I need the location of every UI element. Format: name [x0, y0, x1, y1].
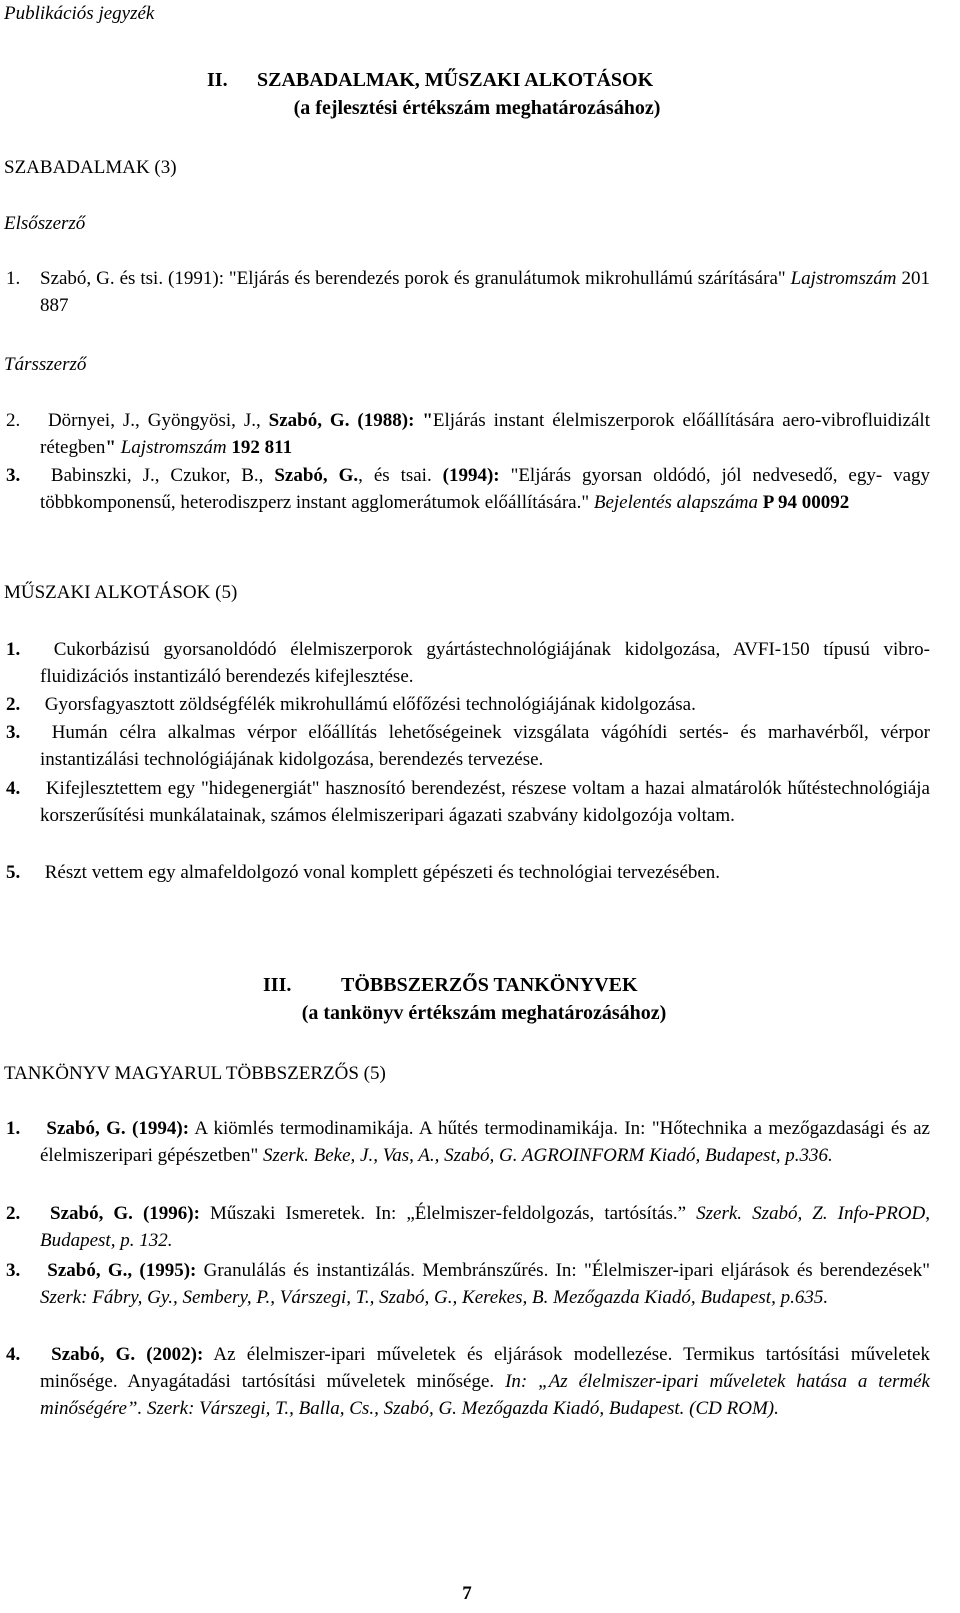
patent-author-highlight: Szabó, G.: [274, 465, 359, 486]
reg-label: Bejelentés alapszáma: [593, 492, 758, 513]
item-number: 2.: [6, 410, 21, 431]
patent-item-2: [6, 407, 930, 461]
patent-author-highlight: Szabó, G.: [268, 410, 350, 431]
quote-close: ": [105, 437, 121, 458]
work-text: Cukorbázisú gyorsanoldódó élelmiszerporok gyártástechnológiájának kidolgozása, AVFI-150 típusú vibro-fluidizációs instantizáló berendezés kifejlesztése.: [40, 639, 930, 687]
work-text: Részt vettem egy almafeldolgozó vonal komplett gépészeti és technológiai tervezésében.: [40, 862, 721, 883]
section-3-number: III.: [263, 974, 292, 996]
patent-item-1: [6, 265, 930, 319]
books-heading-text: TANKÖNYV MAGYARUL TÖBBSZERZŐS (5): [4, 1063, 386, 1084]
patent-title: Eljárás instant élelmiszerporok előállítására aero-vibrofluidizált rétegben: [40, 410, 930, 458]
book-author: Szabó, G.: [40, 1260, 128, 1281]
work-text: Humán célra alkalmas vérpor előállítás lehetőségeinek vizsgálata vágóhídi sertés- és marhavérből, vérpor instantizálási technológiájának kidolgozása, berendezés tervezése.: [40, 722, 930, 770]
item-number: 3.: [6, 1260, 21, 1281]
book-editors: Szerk. Szabó, Z. Info-PROD, Budapest, p. 132.: [40, 1203, 930, 1251]
section-2-number: II.: [207, 69, 228, 91]
running-title: Publikációs jegyzék: [4, 3, 155, 24]
book-year: (1994):: [125, 1118, 190, 1139]
section-3-title-text: TÖBBSZERZŐS TANKÖNYVEK: [341, 974, 638, 996]
patent-title: (1991): "Eljárás és berendezés porok és granulátumok mikrohullámú szárítására": [163, 268, 791, 289]
patent-authors: Dörnyei, J., Gyöngyösi, J.,: [40, 410, 269, 431]
item-number: 2.: [6, 1203, 21, 1224]
patent-item-3: [6, 462, 930, 516]
work-text: Gyorsfagyasztott zöldségfélék mikrohullámú előfőzési technológiájának kidolgozása.: [40, 694, 696, 715]
patent-authors: Babinszki, J., Czukor, B.,: [40, 465, 275, 486]
work-text: Kifejlesztettem egy "hidegenergiát" hasznosító berendezést, részese voltam a hazai almatárolók hűtéstechnológiája korszerűsítési munkálatainak, számos élelmiszeripari ágazati szabvány kidolgozója voltam.: [40, 778, 930, 826]
coauthor-heading: Társszerző: [4, 354, 87, 375]
patent-year: (1994):: [442, 465, 511, 486]
works-heading-text: MŰSZAKI ALKOTÁSOK (5): [4, 582, 238, 603]
work-item-2: [6, 691, 930, 718]
book-author: Szabó, G.: [40, 1203, 133, 1224]
reg-label: Lajstromszám: [790, 268, 897, 289]
book-editors: Szerk. Beke, J., Vas, A., Szabó, G. AGROINFORM Kiadó, Budapest, p.336.: [262, 1145, 833, 1166]
section-3-subtitle: (a tankönyv értékszám meghatározásához): [301, 1002, 667, 1024]
work-item-5: [6, 859, 930, 886]
book-year: (2002):: [135, 1344, 204, 1365]
book-title: A kiömlés termodinamikája. A hűtés termodinamikája. In: "Hőtechnika a mezőgazdasági és az élelmiszeripari gépészetben": [40, 1118, 930, 1166]
patents-heading: [4, 154, 177, 181]
item-number: 3.: [6, 722, 21, 743]
item-number: 3.: [6, 465, 21, 486]
book-editors: Szerk: Fábry, Gy., Sembery, P., Várszegi, T., Szabó, G., Kerekes, B. Mezőgazda Kiadó, Budapest, p.635.: [40, 1287, 829, 1308]
item-number: 1.: [6, 639, 21, 660]
book-item-1: [6, 1115, 930, 1169]
item-number: 2.: [6, 694, 21, 715]
book-year: (1996):: [132, 1203, 200, 1224]
work-item-1: [6, 636, 930, 690]
item-number: 5.: [6, 862, 21, 883]
book-title: Az élelmiszer-ipari műveletek és eljárások modellezése. Termikus tartósítási műveletek minősége. Anyagátadási tartósítási műveletek minősége.: [40, 1344, 930, 1392]
patent-year: (1988): ": [349, 410, 433, 431]
work-item-4: [6, 775, 930, 829]
book-item-3: [6, 1257, 930, 1311]
item-number: 4.: [6, 1344, 21, 1365]
section-2-subtitle: (a fejlesztési értékszám meghatározásához): [293, 97, 661, 119]
patent-authors-tail: , és tsai.: [358, 465, 443, 486]
book-editors: In: „Az élelmiszer-ipari műveletek hatása a termék minőségére”. Szerk: Várszegi, T., Balla, Cs., Szabó, G. Mezőgazda Kiadó, Budapest. (CD ROM).: [40, 1371, 930, 1419]
book-author: Szabó, G.: [40, 1118, 126, 1139]
item-number: 1.: [6, 1118, 21, 1139]
patent-title: "Eljárás gyorsan oldódó, jól nedvesedő, egy- vagy többkomponensű, heterodiszperz instant agglomerátumok előállítására.": [40, 465, 931, 513]
books-heading: [4, 1060, 386, 1087]
reg-label: Lajstromszám: [120, 437, 227, 458]
reg-number: 192 811: [226, 437, 293, 458]
reg-number: P 94 00092: [757, 492, 850, 513]
book-title: Műszaki Ismeretek. In: „Élelmiszer-feldolgozás, tartósítás.”: [199, 1203, 697, 1224]
works-heading: [4, 579, 237, 606]
book-title: Granulálás és instantizálás. Membránszűrés. In: "Élelmiszer-ipari eljárások és berendezések": [196, 1260, 930, 1281]
section-2-title-text: SZABADALMAK, MŰSZAKI ALKOTÁSOK: [257, 69, 654, 91]
page-number: 7: [462, 1583, 472, 1604]
first-author-heading: Elsőszerző: [4, 213, 86, 234]
patent-authors: Szabó, G. és tsi.: [40, 268, 164, 289]
patents-heading-text: SZABADALMAK (3): [4, 157, 177, 178]
item-number: 4.: [6, 778, 21, 799]
book-author: Szabó, G.: [40, 1344, 136, 1365]
book-item-4: [6, 1341, 930, 1422]
reg-number: 201 887: [40, 268, 931, 316]
item-number: 1.: [6, 268, 21, 289]
book-year: , (1995):: [127, 1260, 197, 1281]
book-item-2: [6, 1200, 930, 1254]
work-item-3: [6, 719, 930, 773]
